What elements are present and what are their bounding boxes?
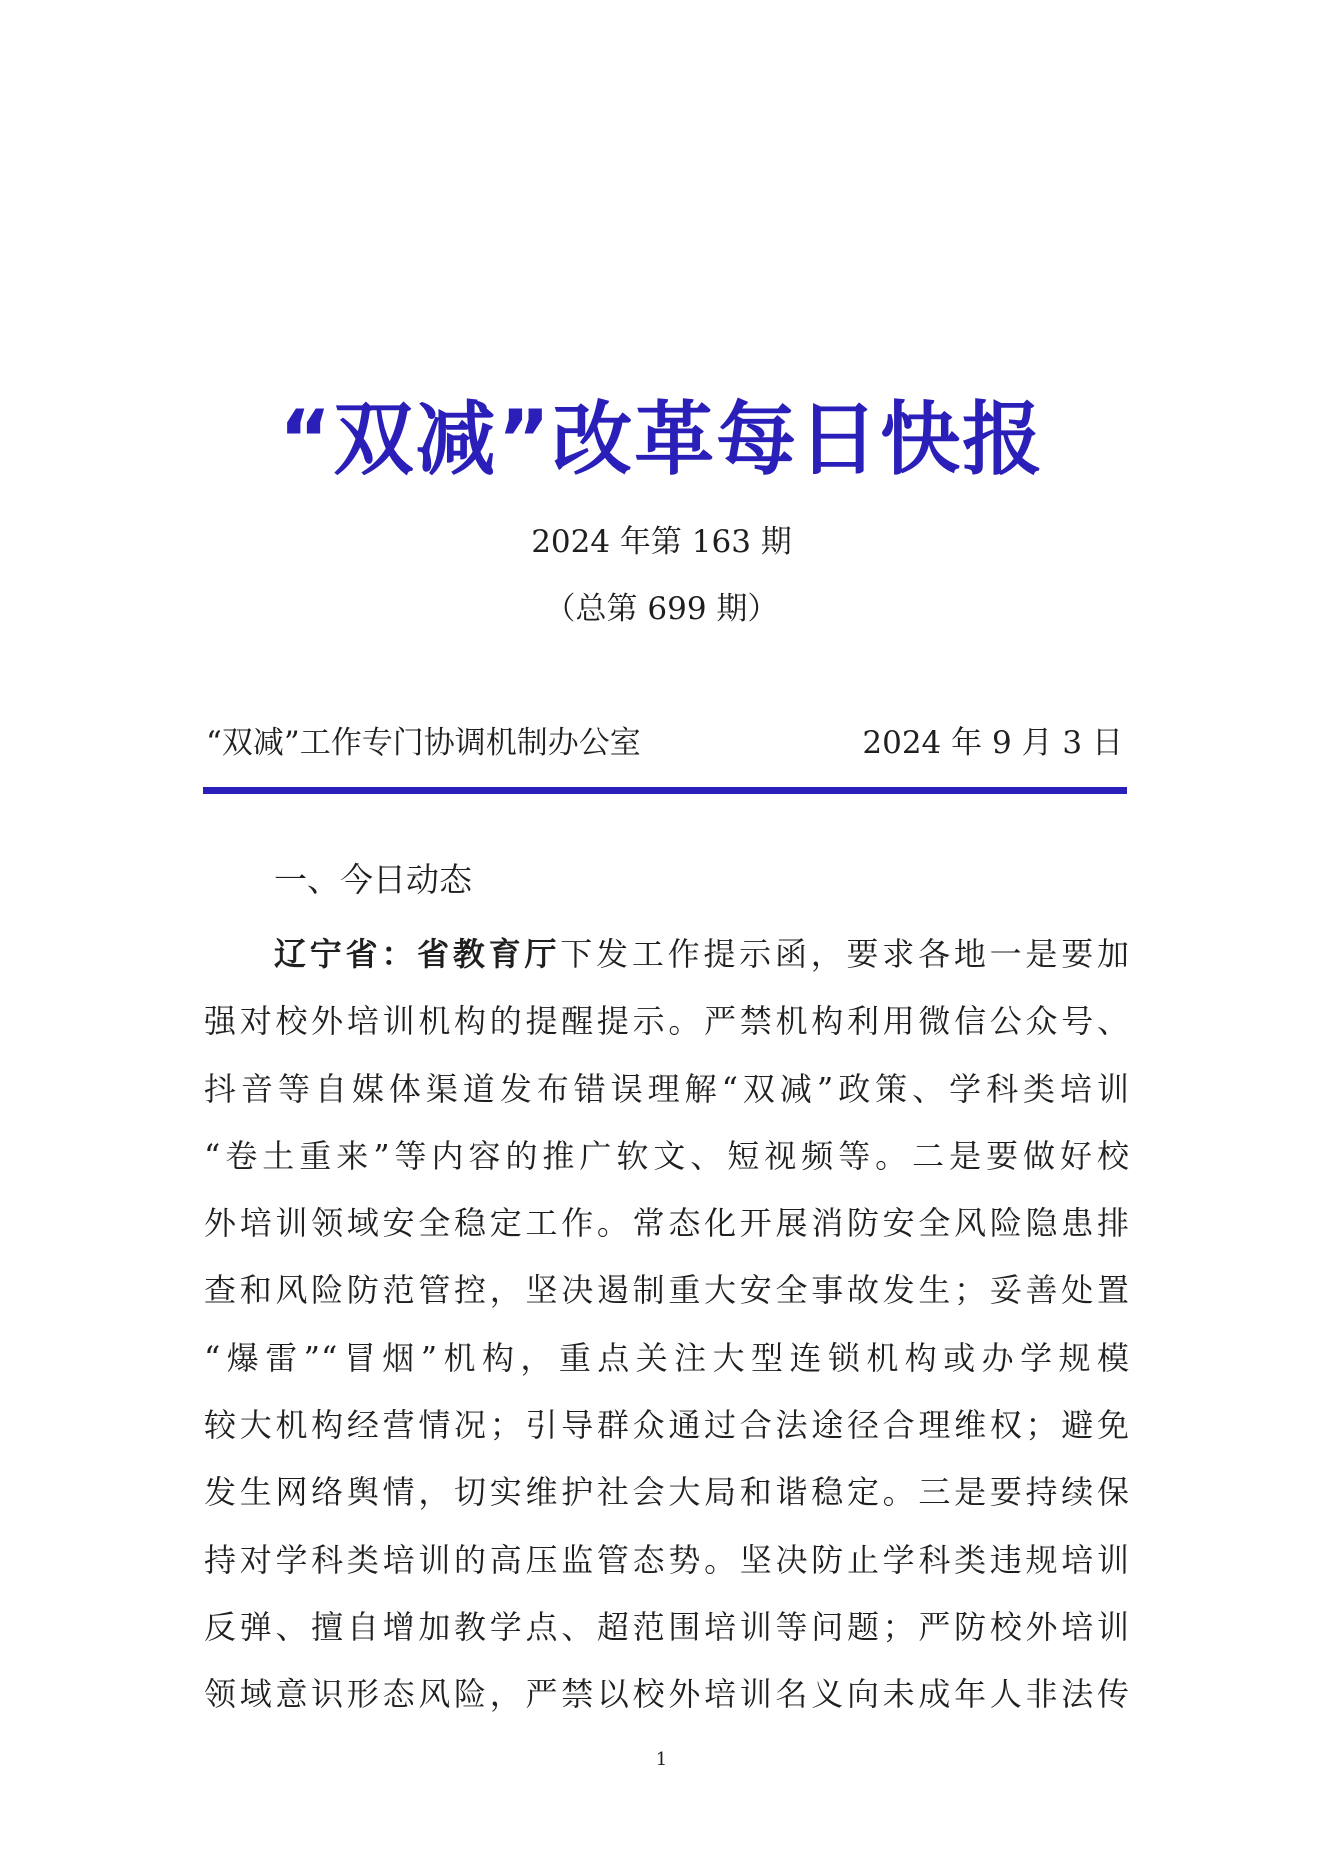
article-lead-label: 辽宁省：省教育厅 [274, 935, 561, 973]
article-line: 查和风险防范管控，坚决遏制重大安全事故发生；妥善处置 [204, 1271, 1130, 1310]
issue-number: 2024 年第 163 期 [531, 524, 792, 560]
article-line: 反弹、擅自增加教学点、超范围培训等问题；严防校外培训 [204, 1607, 1130, 1646]
article-line: 较大机构经营情况；引导群众通过合法途径合理维权；避免 [204, 1406, 1130, 1445]
article-line: 外培训领域安全稳定工作。常态化开展消防安全风险隐患排 [204, 1204, 1130, 1243]
article-line: 领域意识形态风险，严禁以校外培训名义向未成年人非法传 [204, 1675, 1130, 1714]
issuing-office: “双减”工作专门协调机制办公室 [206, 725, 641, 761]
article-line: 强对校外培训机构的提醒提示。严禁机构利用微信公众号、 [204, 1002, 1130, 1041]
total-issue-number: （总第 699 期） [544, 591, 779, 627]
article-body [204, 921, 1130, 1729]
page-number: 1 [655, 1749, 668, 1770]
article-line: 持对学科类培训的高压监管态势。坚决防止学科类违规培训 [204, 1540, 1130, 1579]
article-line: “爆雷”“冒烟”机构，重点关注大型连锁机构或办学规模 [204, 1338, 1130, 1377]
article-line: “卷土重来”等内容的推广软文、短视频等。二是要做好校 [204, 1136, 1130, 1175]
issue-date: 2024 年 9 月 3 日 [862, 725, 1123, 761]
section-heading: 一、今日动态 [274, 860, 472, 899]
article-line [204, 921, 1130, 988]
article-line: 抖音等自媒体渠道发布错误理解“双减”政策、学科类培训 [204, 1069, 1130, 1108]
article-line: 发生网络舆情，切实维护社会大局和谐稳定。三是要持续保 [204, 1473, 1130, 1512]
bulletin-title: “双减”改革每日快报 [278, 393, 1045, 486]
header-divider-rule [203, 787, 1127, 794]
article-line-text: 下发工作提示函，要求各地一是要加 [560, 935, 1130, 973]
